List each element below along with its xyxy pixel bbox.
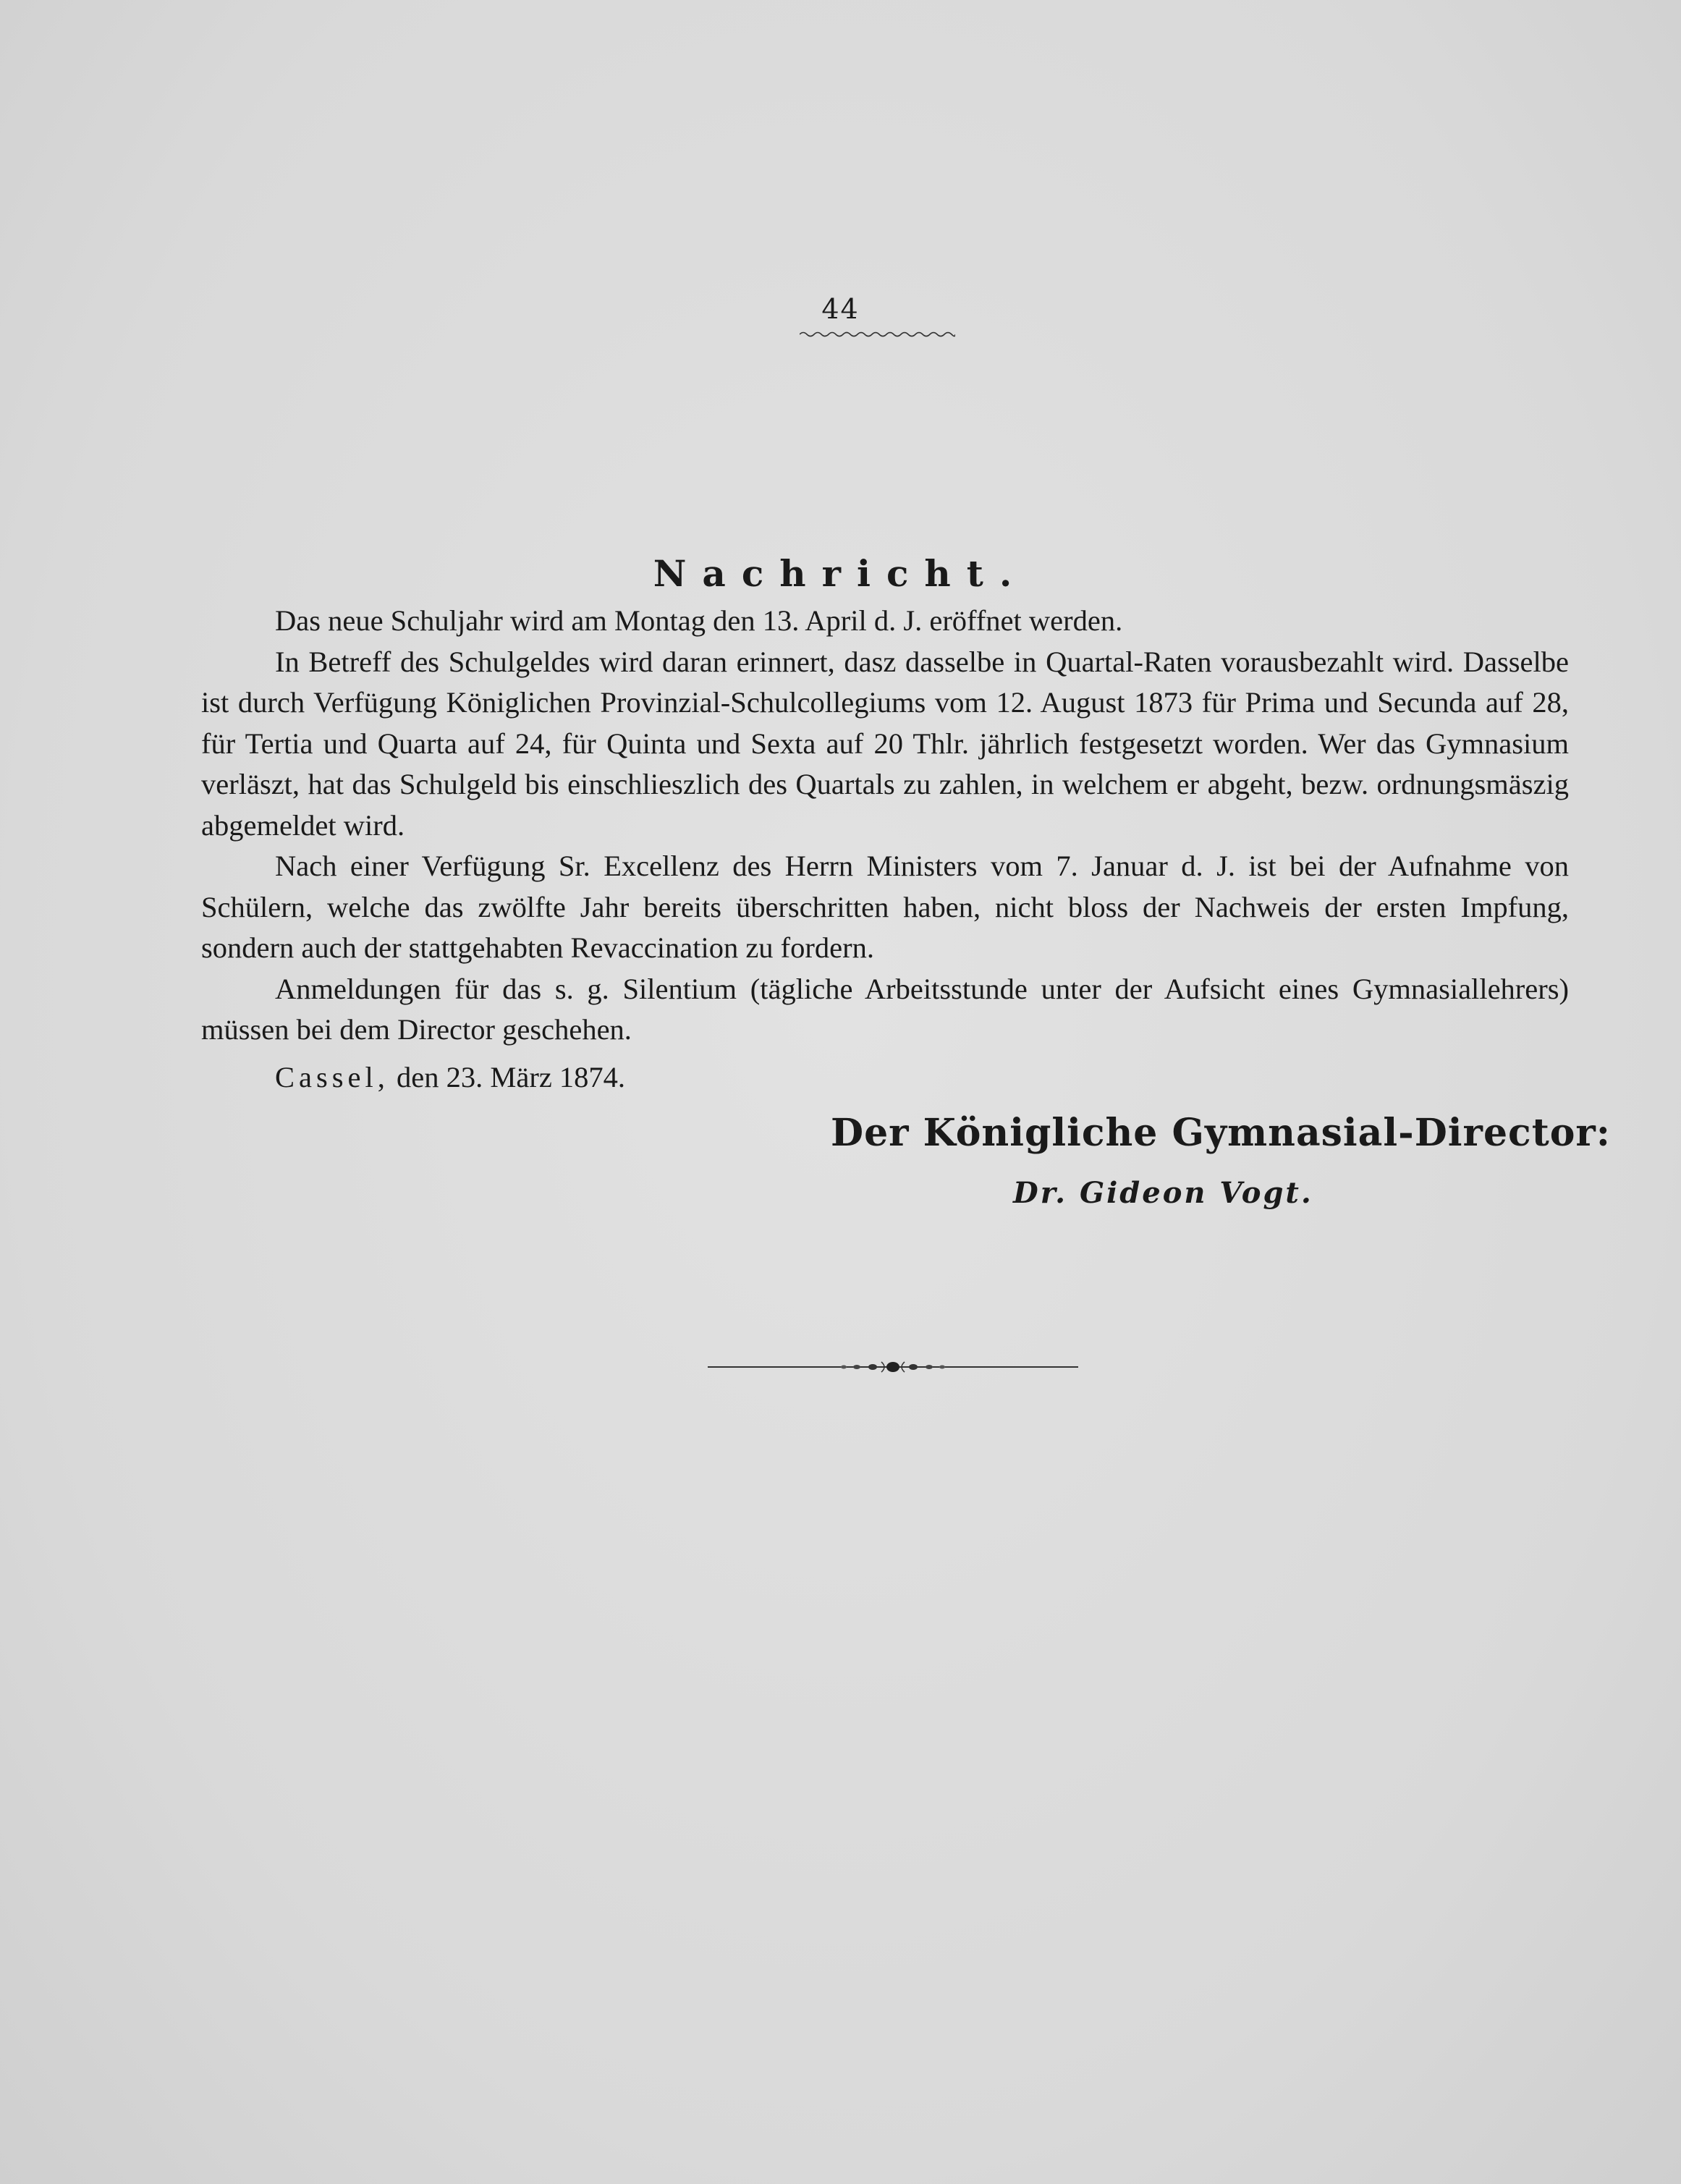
ornamental-divider [708, 1355, 1078, 1379]
paragraph-school-year: Das neue Schuljahr wird am Montag den 13. April d. J. eröffnet werden. [275, 604, 1123, 637]
notice-heading: Nachricht. [653, 552, 1028, 595]
paragraph-school-fees: In Betreff des Schulgeldes wird daran erinnert, dasz dasselbe in Quartal-Raten vorausbezahlt wird. Dasselbe ist durch Verfügung Königlichen Provinzial-Schulcollegiums vom 12. August 1873 für Prima und Secunda auf 28, für Tertia und Quarta auf 24, für Quinta und Sexta auf 20 Thlr. jährlich festgesetzt worden. Wer das Gymnasium verläszt, hat das Schulgeld bis einschlieszlich des Quartals zu zahlen, in welchem er abgeht, bezw. ordnungsmäszig abgemeldet wird. [201, 645, 1569, 842]
paragraph-silentium: Anmeldungen für das s. g. Silentium (tägliche Arbeitsstunde unter der Aufsicht eines Gymnasiallehrers) müssen bei dem Director geschehen. [201, 972, 1569, 1046]
date: den 23. März 1874. [397, 1061, 626, 1093]
signature-name: Dr. Gideon Vogt. [1013, 1176, 1313, 1210]
notice-body [201, 601, 1569, 1051]
paragraph-vaccination: Nach einer Verfügung Sr. Excellenz des Herrn Ministers vom 7. Januar d. J. ist bei der Aufnahme von Schülern, welche das zwölfte Jahr bereits überschritten haben, nicht bloss der Nachweis der ersten Impfung, sondern auch der stattgehabten Revaccination zu fordern. [201, 850, 1569, 964]
page-number-underline [800, 331, 955, 338]
page-number: 44 [821, 293, 860, 325]
place-and-date [275, 1060, 625, 1094]
signature-title: Der Königliche Gymnasial-Director: [831, 1111, 1611, 1155]
place: Cassel, [275, 1061, 389, 1093]
